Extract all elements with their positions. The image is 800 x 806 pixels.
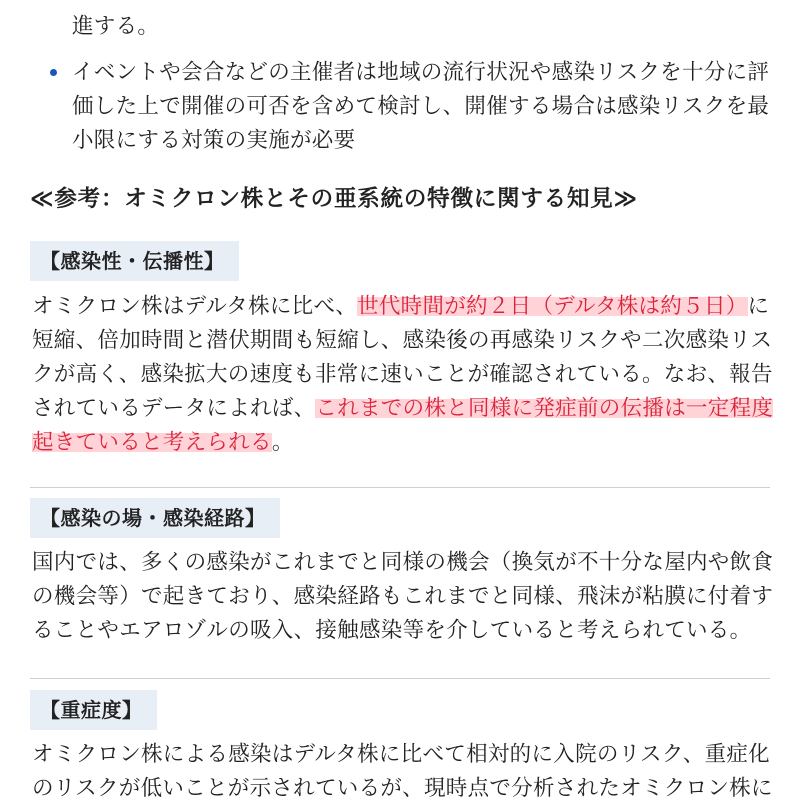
section-title-transmissibility: 【感染性・伝播性】 bbox=[30, 241, 239, 281]
section1-line1 bbox=[32, 290, 769, 324]
section3-line2: のリスクが低いことが示されているが、現時点で分析されたオミクロン株に bbox=[32, 776, 773, 801]
section-divider bbox=[30, 678, 770, 679]
section1-line4 bbox=[32, 392, 773, 426]
section1-line3: クが高く、感染拡大の速度も非常に速いことが確認されている。なお、報告 bbox=[32, 362, 773, 387]
section1-text: 。 bbox=[271, 430, 294, 455]
section-title-infection-route: 【感染の場・感染経路】 bbox=[30, 498, 280, 538]
section-divider bbox=[30, 487, 770, 488]
section2-line2: の機会等）で起きており、感染経路もこれまでと同様、飛沫が粘膜に付着す bbox=[32, 584, 774, 609]
section2-line3: ることやエアロゾルの吸入、接触感染等を介していると考えられている。 bbox=[32, 618, 752, 643]
highlight-presymptomatic-cont: 起きていると考えられる bbox=[32, 430, 272, 455]
bullet-text-line3: 小限にする対策の実施が必要 bbox=[72, 128, 356, 153]
section1-line2: 短縮、倍加時間と潜伏期間も短縮し、感染後の再感染リスクや二次感染リス bbox=[32, 328, 773, 353]
intro-text: 進する。 bbox=[72, 14, 160, 39]
section1-text: オミクロン株はデルタ株に比べ、 bbox=[32, 294, 358, 319]
section1-text: に bbox=[747, 294, 770, 319]
section2-line1: 国内では、多くの感染がこれまでと同様の機会（換気が不十分な屋内や飲食 bbox=[32, 550, 774, 575]
section1-text: されているデータによれば、 bbox=[32, 396, 316, 421]
section-title-severity: 【重症度】 bbox=[30, 690, 157, 730]
bullet-text-line2: 価した上で開催の可否を含めて検討し、開催する場合は感染リスクを最 bbox=[72, 94, 770, 119]
highlight-presymptomatic: これまでの株と同様に発症前の伝播は一定程度 bbox=[315, 396, 774, 421]
highlight-generation-time: 世代時間が約２日（デルタ株は約５日） bbox=[357, 294, 748, 319]
section3-line1: オミクロン株による感染はデルタ株に比べて相対的に入院のリスク、重症化 bbox=[32, 742, 770, 767]
bullet-dot-icon bbox=[50, 69, 57, 76]
reference-heading: ≪参考：オミクロン株とその亜系統の特徴に関する知見≫ bbox=[30, 186, 638, 212]
bullet-text-line1: イベントや会合などの主催者は地域の流行状況や感染リスクを十分に評 bbox=[72, 60, 770, 85]
section1-line5 bbox=[32, 426, 294, 460]
